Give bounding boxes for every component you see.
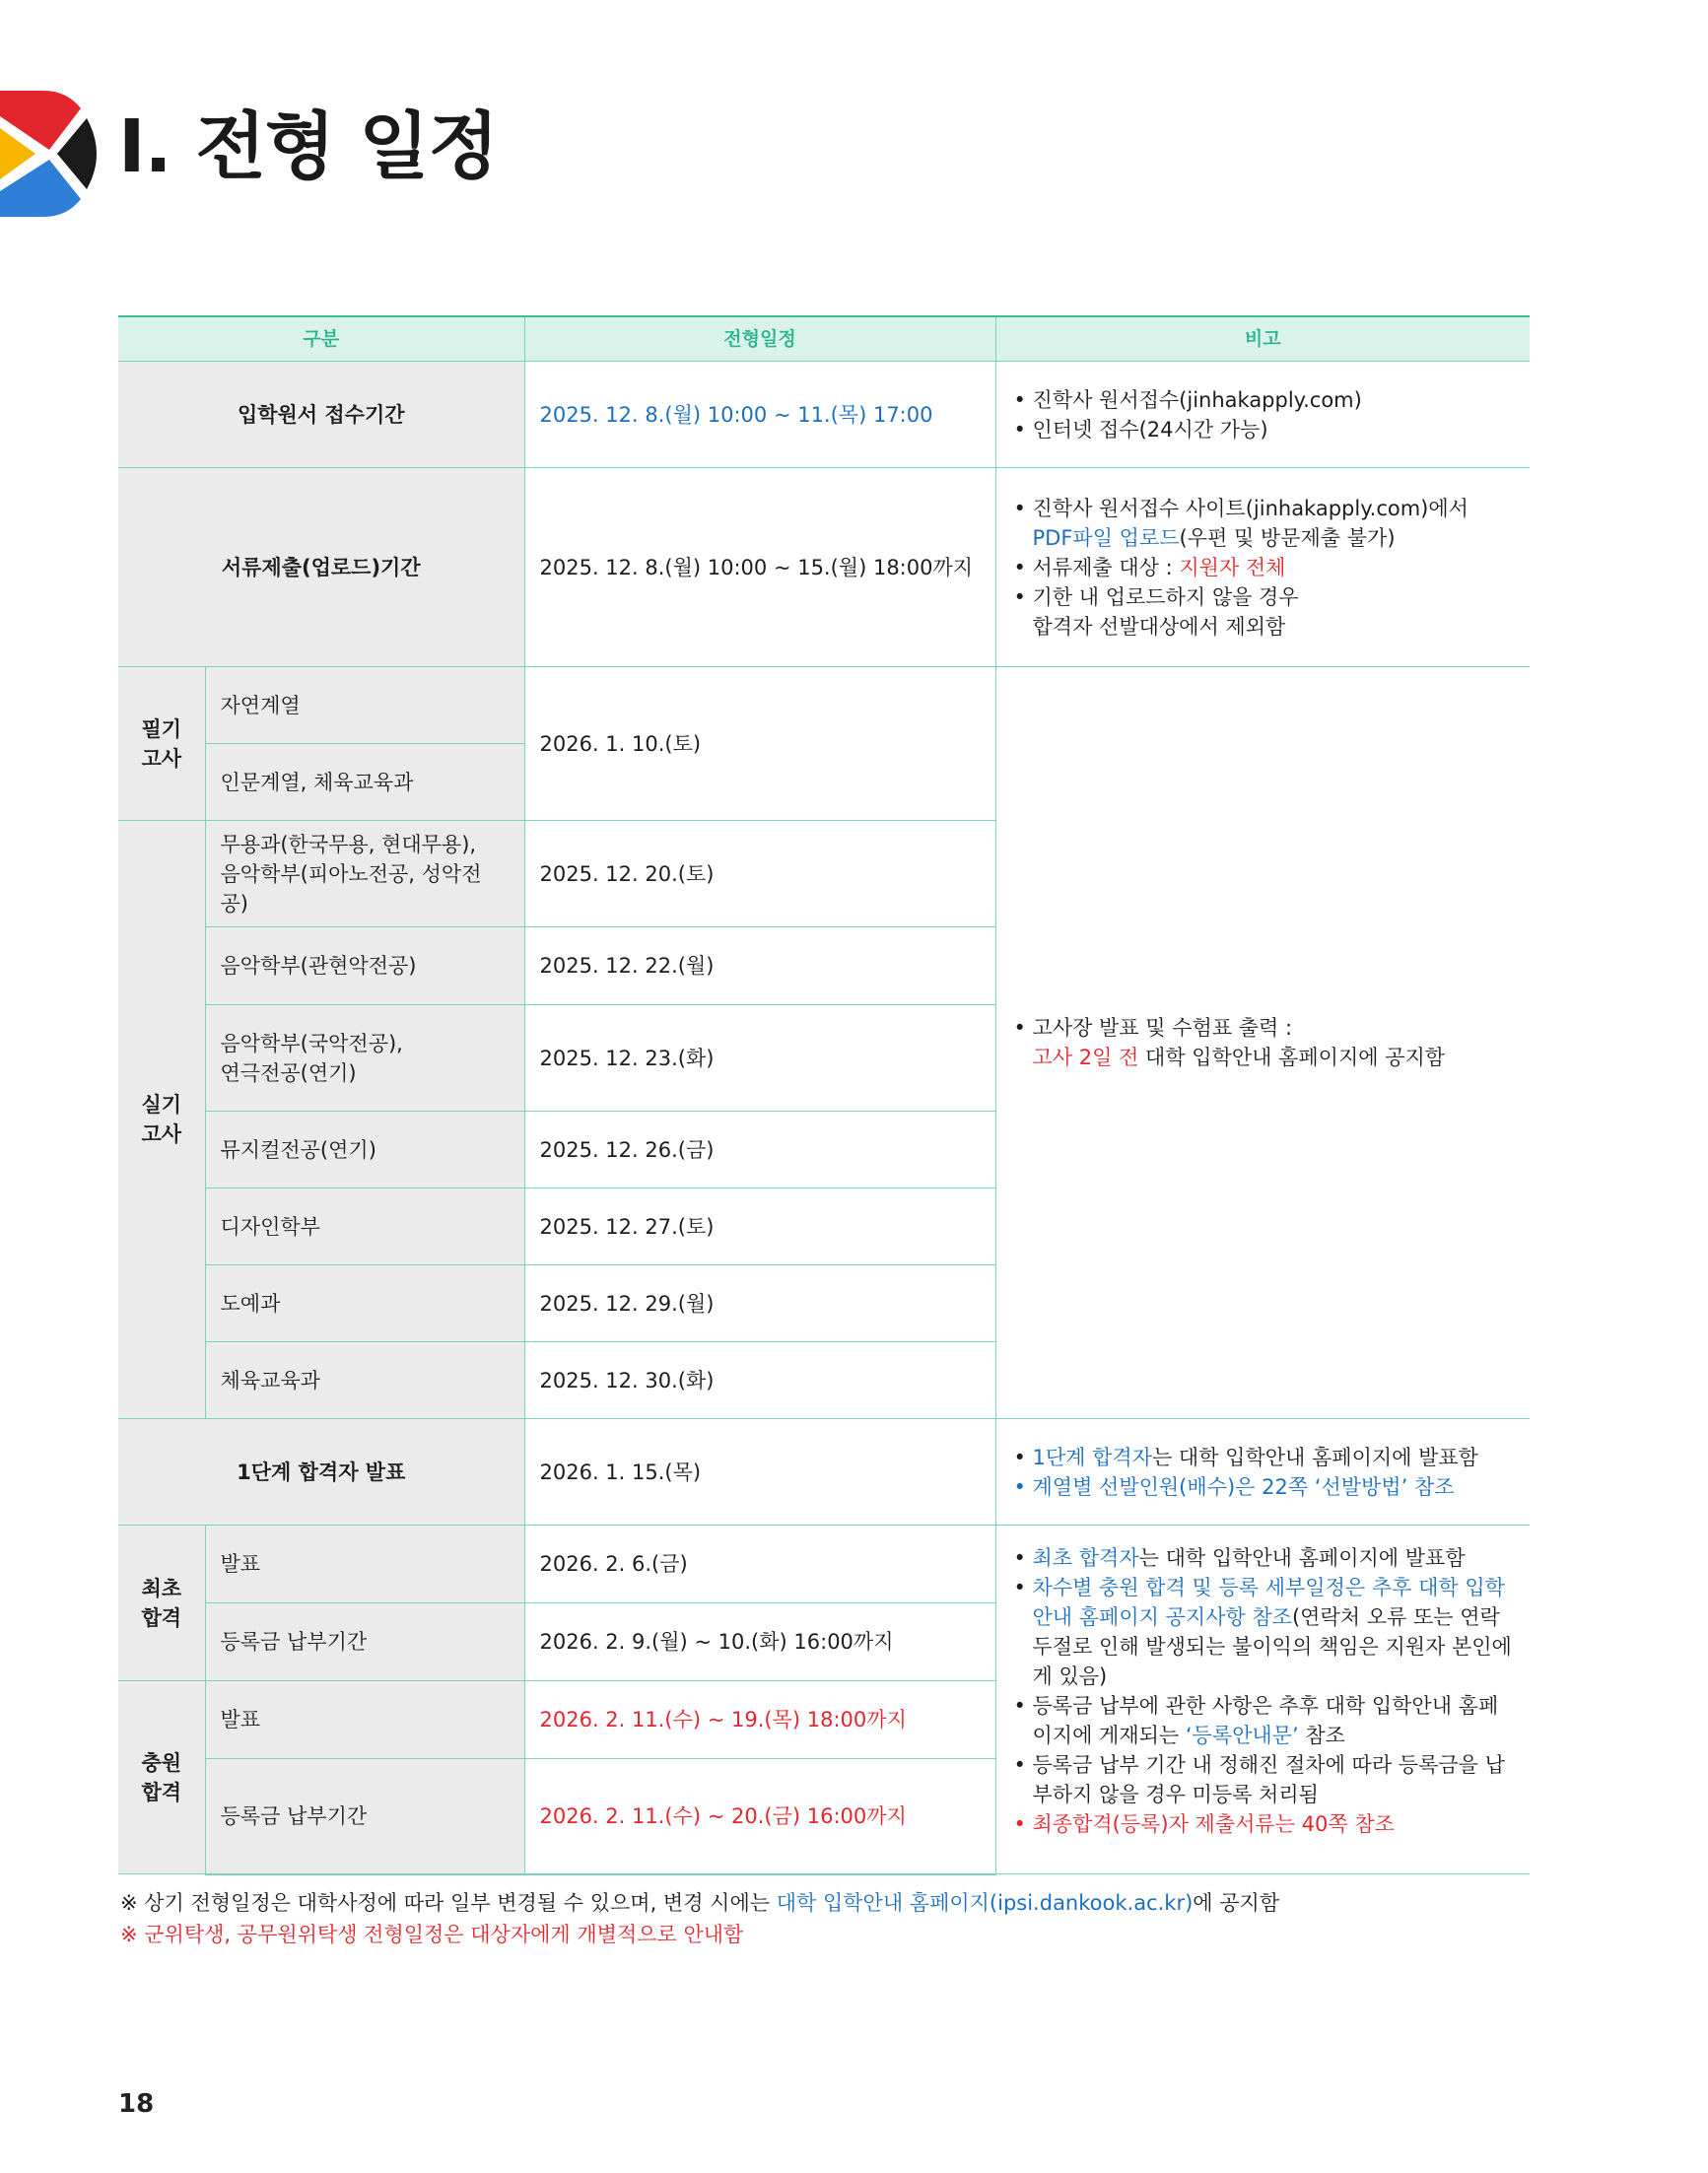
list-item: • 등록금 납부 기간 내 정해진 절차에 따라 등록금을 납부하지 않을 경우 미등록 처리됨: [1011, 1750, 1516, 1809]
practical-item-date: 2025. 12. 22.(월): [524, 927, 995, 1005]
list-item: • 최종합격(등록)자 제출서류는 40쪽 참조: [1011, 1809, 1516, 1839]
written-item-label: 인문계열, 체육교육과: [205, 744, 524, 821]
practical-item-label: 뮤지컬전공(연기): [205, 1112, 524, 1188]
application-notes: [995, 362, 1530, 468]
final-announce-label: 발표: [205, 1526, 524, 1603]
final-announce-date: 2026. 2. 6.(금): [524, 1526, 995, 1603]
written-date: 2026. 1. 10.(토): [524, 667, 995, 821]
table-row-application: [118, 362, 1530, 468]
final-group-label: 최초 합격: [118, 1526, 205, 1681]
list-item: • 차수별 충원 합격 및 등록 세부일정은 추후 대학 입학안내 홈페이지 공지사항 참조(연락처 오류 또는 연락두절로 인해 발생되는 불이익의 책임은 지원자 본인에게 있음): [1011, 1573, 1516, 1691]
first-stage-label: 1단계 합격자 발표: [118, 1419, 524, 1526]
documents-notes: [995, 468, 1530, 667]
practical-item-date: 2025. 12. 26.(금): [524, 1112, 995, 1188]
page-number: 18: [118, 2089, 155, 2119]
first-stage-notes: [995, 1419, 1530, 1526]
extra-payment-label: 등록금 납부기간: [205, 1759, 524, 1874]
practical-item-label: 무용과(한국무용, 현대무용), 음악학부(피아노전공, 성악전공): [205, 821, 524, 927]
practical-item-label: 도예과: [205, 1265, 524, 1342]
list-item: • 계열별 선발인원(배수)은 22쪽 ‘선발방법’ 참조: [1011, 1472, 1516, 1502]
header-category: 구분: [118, 316, 524, 362]
first-stage-date: 2026. 1. 15.(목): [524, 1419, 995, 1526]
practical-item-date: 2025. 12. 23.(화): [524, 1005, 995, 1112]
footnotes: [120, 1887, 1279, 1950]
documents-date: 2025. 12. 8.(월) 10:00 ~ 15.(월) 18:00까지: [524, 468, 995, 667]
extra-group-label: 충원 합격: [118, 1681, 205, 1874]
practical-item-label: 체육교육과: [205, 1342, 524, 1419]
practical-item-date: 2025. 12. 30.(화): [524, 1342, 995, 1419]
footnote-consignment: ※ 군위탁생, 공무원위탁생 전형일정은 대상자에게 개별적으로 안내함: [120, 1923, 744, 1946]
table-row-first-stage: [118, 1419, 1530, 1526]
final-notes: [995, 1526, 1530, 1874]
list-item: • 인터넷 접수(24시간 가능): [1011, 415, 1516, 444]
application-label: 입학원서 접수기간: [118, 362, 524, 468]
list-item: • 기한 내 업로드하지 않을 경우 합격자 선발대상에서 제외함: [1011, 582, 1516, 642]
header-notes: 비고: [995, 316, 1530, 362]
documents-label: 서류제출(업로드)기간: [118, 468, 524, 667]
list-item: • 서류제출 대상 : 지원자 전체: [1011, 553, 1516, 582]
written-item-label: 자연계열: [205, 667, 524, 744]
extra-announce-date: 2026. 2. 11.(수) ~ 19.(목) 18:00까지: [524, 1681, 995, 1759]
extra-announce-label: 발표: [205, 1681, 524, 1759]
practical-item-date: 2025. 12. 29.(월): [524, 1265, 995, 1342]
list-item: • 등록금 납부에 관한 사항은 추후 대학 입학안내 홈페이지에 게재되는 ‘등록안내문’ 참조: [1011, 1691, 1516, 1750]
list-item: • 진학사 원서접수(jinhakapply.com): [1011, 385, 1516, 415]
list-item: • 최초 합격자는 대학 입학안내 홈페이지에 발표함: [1011, 1543, 1516, 1573]
practical-item-date: 2025. 12. 20.(토): [524, 821, 995, 927]
list-item: • 진학사 원서접수 사이트(jinhakapply.com)에서 PDF파일 업로드(우편 및 방문제출 불가): [1011, 494, 1516, 553]
practical-group-label: 실기 고사: [118, 821, 205, 1419]
table-row-final-announce: [118, 1526, 1530, 1603]
table-row-written-natural: [118, 667, 1530, 744]
section-logo-icon: [0, 91, 99, 217]
application-date: 2025. 12. 8.(월) 10:00 ~ 11.(목) 17:00: [524, 362, 995, 468]
extra-payment-date: 2026. 2. 11.(수) ~ 20.(금) 16:00까지: [524, 1759, 995, 1874]
written-group-label: 필기 고사: [118, 667, 205, 821]
final-payment-date: 2026. 2. 9.(월) ~ 10.(화) 16:00까지: [524, 1603, 995, 1681]
practical-item-label: 디자인학부: [205, 1188, 524, 1265]
table-header-row: [118, 316, 1530, 362]
page-title: Ⅰ. 전형 일정: [118, 104, 499, 189]
practical-item-label: 음악학부(관현악전공): [205, 927, 524, 1005]
practical-item-date: 2025. 12. 27.(토): [524, 1188, 995, 1265]
schedule-table: [118, 315, 1530, 1875]
list-item: • 1단계 합격자는 대학 입학안내 홈페이지에 발표함: [1011, 1443, 1516, 1472]
header-schedule: 전형일정: [524, 316, 995, 362]
homepage-link[interactable]: 대학 입학안내 홈페이지(ipsi.dankook.ac.kr): [776, 1891, 1194, 1915]
final-payment-label: 등록금 납부기간: [205, 1603, 524, 1681]
table-row-documents: [118, 468, 1530, 667]
list-item: • 고사장 발표 및 수험표 출력 : 고사 2일 전 대학 입학안내 홈페이지에 공지함: [1011, 1013, 1516, 1072]
practical-item-label: 음악학부(국악전공), 연극전공(연기): [205, 1005, 524, 1112]
exam-notes: [995, 667, 1530, 1419]
footnote-schedule-change: ※ 상기 전형일정은 대학사정에 따라 일부 변경될 수 있으며, 변경 시에는 대학 입학안내 홈페이지(ipsi.dankook.ac.kr)에 공지함: [120, 1891, 1280, 1915]
